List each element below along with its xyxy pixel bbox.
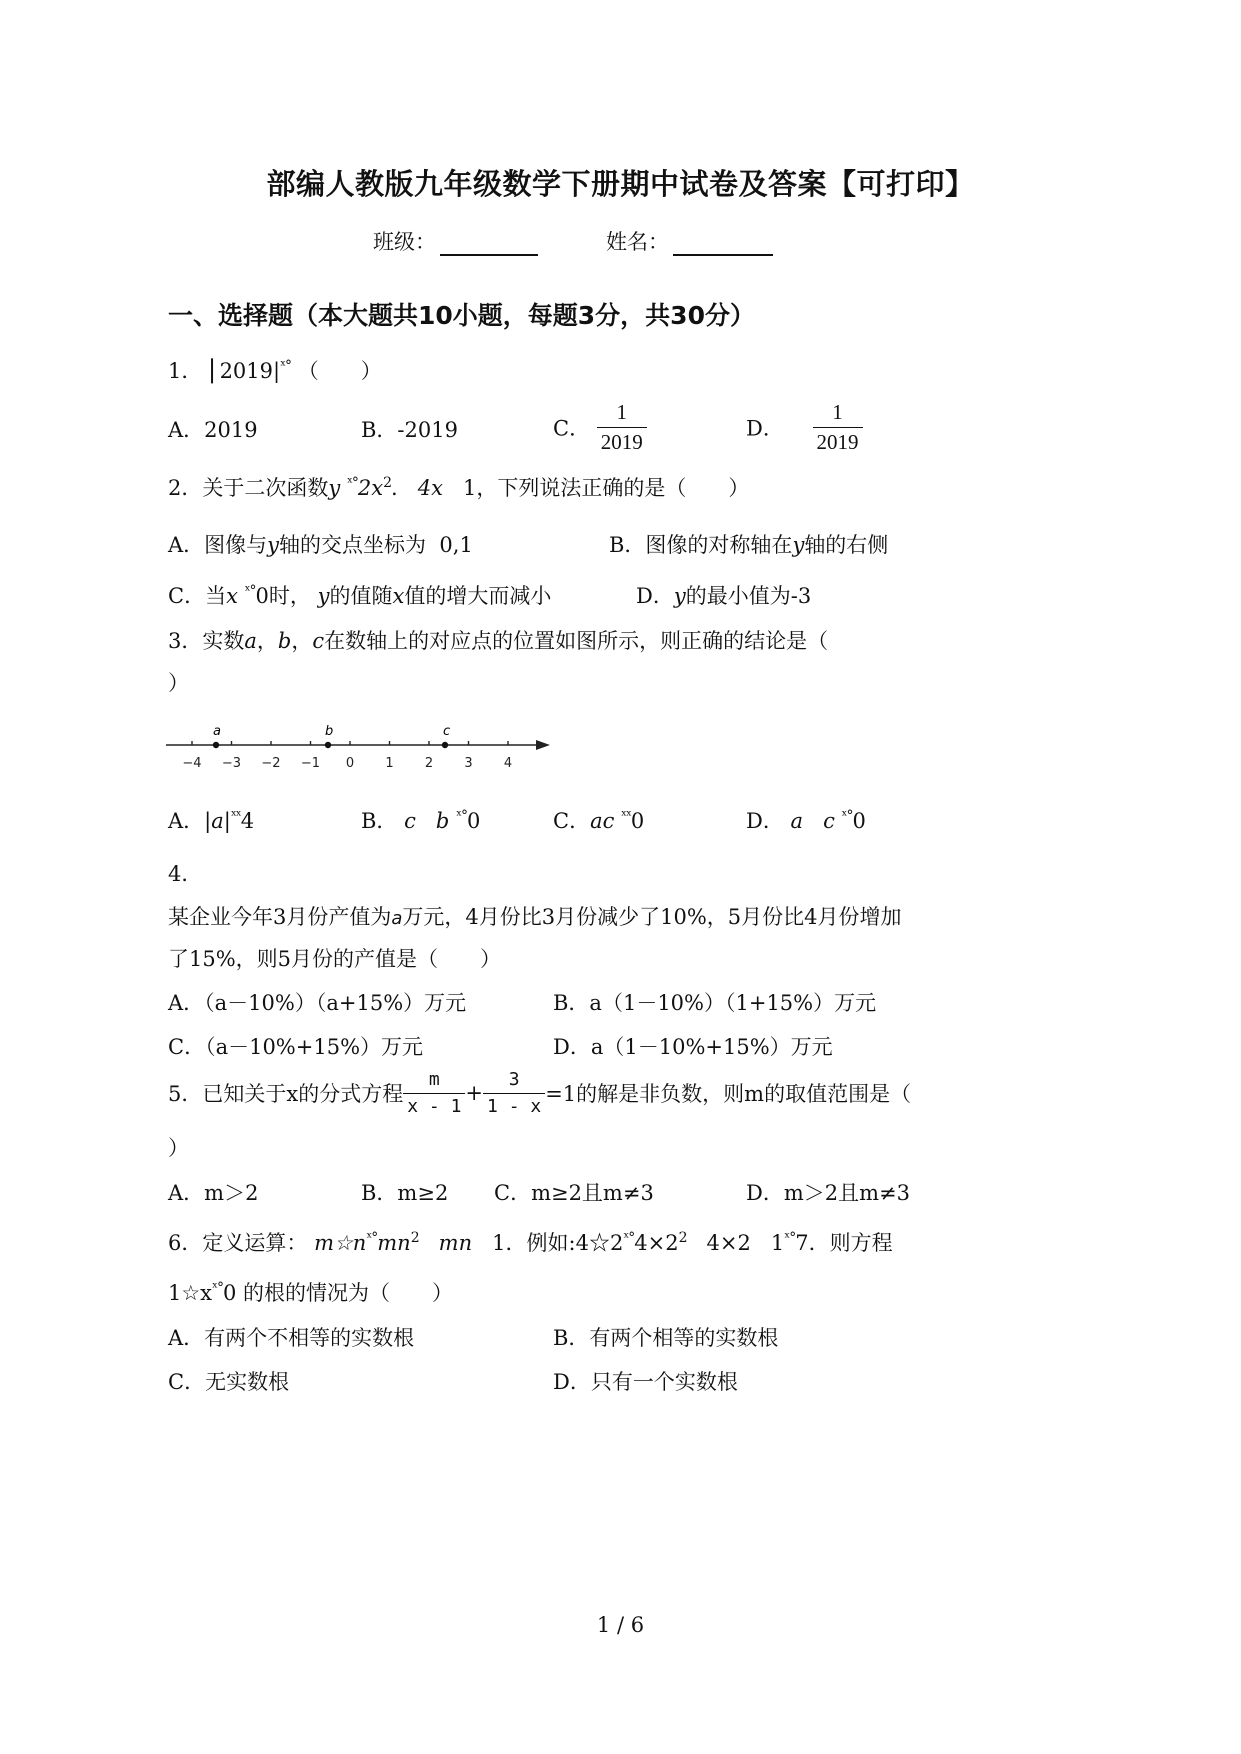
q3-d-expr2: c	[823, 809, 835, 833]
q1-paren: （ ）	[297, 359, 382, 383]
q5-f1-den: x - 1	[403, 1093, 465, 1118]
q5-option-b: B．m≥2	[361, 1181, 449, 1205]
question-6	[168, 1227, 893, 1257]
q6-option-d: D．只有一个实数根	[553, 1370, 738, 1394]
axis-tick-label: −2	[261, 756, 281, 771]
q6-option-c: C．无实数根	[168, 1370, 290, 1394]
q3-c-sym: ˣˣ	[621, 808, 631, 824]
q2-d-text: D．	[636, 584, 674, 608]
name-blank	[673, 236, 773, 256]
q2-option-c	[168, 580, 551, 610]
q2-a-text: A．图像与	[168, 533, 268, 557]
q2-c-mid2: 的值随	[329, 584, 393, 608]
q6-line2-rest: 0 的根的情况为（ ）	[222, 1281, 454, 1305]
axis-tick-label: −3	[221, 756, 242, 771]
q2-expr3: 1，下列说法正确的是（ ）	[462, 476, 750, 500]
axis-tick-label: 4	[503, 756, 513, 771]
point-a-dot	[213, 742, 219, 748]
q5-f2-den: 1 - x	[483, 1093, 545, 1118]
point-c-label: c	[443, 724, 451, 739]
q3-line2: ）	[168, 671, 189, 695]
q2-option-d	[636, 580, 811, 610]
q6-option-b: B．有两个相等的实数根	[553, 1326, 779, 1350]
q1-d-label: D．	[746, 416, 784, 441]
q1-c-den: 2019	[597, 427, 647, 455]
question-3	[168, 625, 828, 655]
q4-option-b: B．a（1－10%）（1+15%）万元	[553, 991, 877, 1015]
q2-expr2: 4x	[417, 476, 443, 500]
name-field	[606, 226, 773, 256]
q1-c-num: 1	[616, 400, 628, 424]
q6-sym: ˣ°	[366, 1230, 378, 1246]
q2-y: y	[328, 476, 341, 500]
q4-number: 4．	[168, 862, 203, 886]
q2-sup: 2	[383, 475, 392, 491]
axis-tick-label: −1	[300, 756, 321, 771]
q5-rest: =1的解是非负数，则m的取值范围是（	[545, 1082, 912, 1107]
q1-abs-open: ⎢	[209, 359, 220, 383]
q2-d-rest: 的最小值为-3	[685, 584, 812, 608]
q6-option-a: A．有两个不相等的实数根	[168, 1326, 415, 1350]
q6-expr4: 1．例如:4☆2	[492, 1231, 624, 1255]
point-b-dot	[325, 742, 331, 748]
q2-c-rest: 值的增大而减小	[404, 584, 552, 608]
q1-d-num: 1	[832, 400, 843, 424]
q3-comma1: ，	[256, 629, 278, 653]
q2-expr1: 2x	[357, 476, 384, 500]
q4-line1	[168, 901, 902, 931]
q5-f2-num: 3	[508, 1069, 520, 1090]
q3-b-expr: c	[404, 809, 416, 833]
q1-option-d	[746, 400, 863, 455]
q3-d-expr: a	[790, 809, 804, 833]
q2-b-text: B．图像的对称轴在	[609, 533, 793, 557]
q6-line2	[168, 1277, 453, 1307]
q2-c-mid: 0时，	[255, 584, 311, 608]
q2-c-sym: ˣ°	[244, 583, 256, 599]
class-field	[373, 226, 538, 256]
question-1	[168, 355, 382, 385]
q3-b-pre: B．	[361, 809, 398, 833]
q6-expr2: mn	[377, 1231, 411, 1255]
q5-option-d: D．m＞2且m≠3	[746, 1181, 910, 1205]
question-5	[168, 1069, 911, 1117]
q3-c: c	[312, 629, 325, 653]
q1-number: 1．	[168, 359, 203, 383]
q3-a: a	[244, 629, 257, 653]
q4-a: a	[391, 908, 403, 929]
q6-line2-sym: ˣ°	[212, 1280, 223, 1296]
point-b-label: b	[325, 724, 334, 739]
q1-option-a: A．2019	[168, 418, 258, 442]
point-a-label: a	[213, 724, 221, 739]
q2-a-rest: 轴的交点坐标为	[279, 533, 427, 557]
q2-dot: .	[391, 476, 398, 500]
section-heading: 一、选择题（本大题共10小题，每题3分，共30分）	[168, 301, 755, 330]
q6-expr5: 4×2	[634, 1231, 679, 1255]
q3-comma2: ，	[291, 629, 313, 653]
axis-tick-label: 1	[385, 756, 394, 771]
q5-fraction-1	[403, 1069, 465, 1117]
q2-c-y: y	[317, 584, 330, 608]
q2-c-x: x	[226, 584, 238, 608]
q3-option-d	[746, 805, 866, 835]
q2-lead: 2．关于二次函数	[168, 476, 329, 500]
q3-option-a	[168, 805, 254, 835]
q3-b: b	[277, 629, 292, 653]
q2-d-y: y	[673, 584, 686, 608]
q3-rest: 在数轴上的对应点的位置如图所示，则正确的结论是（	[324, 629, 829, 653]
q2-b-rest: 轴的右侧	[804, 533, 889, 557]
axis-tick-label: −4	[182, 756, 202, 771]
q4-option-a: A．（a－10%）（a+15%）万元	[168, 991, 467, 1015]
q1-symbol: ˣ°	[280, 358, 292, 374]
q1-option-c	[553, 400, 647, 455]
question-2	[168, 472, 749, 502]
q6-expr8: 7．则方程	[795, 1231, 893, 1255]
q5-fraction-2	[483, 1069, 545, 1117]
q2-c-text: C．当	[168, 584, 227, 608]
axis-arrow	[536, 740, 550, 750]
q5-option-a: A．m＞2	[168, 1181, 259, 1205]
page-title: 部编人教版九年级数学下册期中试卷及答案【可打印】	[266, 167, 975, 201]
q3-a-val: 4	[240, 809, 255, 833]
q3-option-c	[553, 805, 644, 835]
q1-abs-close: |	[273, 359, 281, 383]
q2-a-coord: 0,1	[439, 533, 473, 557]
class-label: 班级：	[373, 230, 436, 254]
page-number: 1 / 6	[596, 1613, 645, 1637]
q1-option-b: B．-2019	[361, 418, 458, 442]
axis-tick-label: 3	[464, 756, 473, 771]
q3-b-sym: ˣ°	[456, 808, 467, 824]
q6-line2-pre: 1☆x	[168, 1281, 213, 1305]
q6-expr: m☆n	[314, 1231, 367, 1255]
q3-pre: 3．实数	[168, 629, 245, 653]
q4-option-d: D．a（1－10%+15%）万元	[553, 1035, 833, 1059]
q3-a-expr: |a|	[204, 809, 231, 833]
q6-expr6: 4×2	[706, 1231, 751, 1255]
q3-a-pre: A．	[168, 809, 205, 833]
q6-lead: 6．定义运算：	[168, 1231, 308, 1255]
q1-value: 2019	[219, 359, 274, 383]
q6-sup: 2	[410, 1230, 419, 1246]
q4-pre: 某企业今年3月份产值为	[168, 905, 392, 929]
q5-option-c: C．m≥2且m≠3	[494, 1181, 654, 1205]
q2-b-y: y	[792, 533, 805, 557]
q5-lead: 5．已知关于x的分式方程	[168, 1082, 404, 1107]
q4-rest: 万元，4月份比3月份减少了10%，5月份比4月份增加	[402, 905, 902, 929]
q3-d-val: 0	[852, 809, 866, 833]
q2-c-x2: x	[392, 584, 405, 608]
number-line	[164, 718, 564, 774]
q6-expr7: 1	[770, 1231, 785, 1255]
point-c-dot	[442, 742, 448, 748]
q2-option-a	[168, 529, 473, 559]
q3-a-sym: ˣˣ	[230, 808, 241, 824]
q6-sym3: ˣ°	[784, 1230, 796, 1246]
q4-option-c: C．（a－10%+15%）万元	[168, 1035, 424, 1059]
q1-c-fraction	[597, 400, 647, 455]
q3-d-pre: D．	[746, 809, 784, 833]
q2-option-b	[609, 529, 888, 559]
q3-b-val: 0	[467, 809, 481, 833]
q3-c-expr: ac	[590, 809, 615, 833]
name-label: 姓名：	[606, 230, 669, 254]
axis-tick-label: 2	[424, 756, 434, 771]
q3-b-expr2: b	[435, 809, 450, 833]
q1-d-den: 2019	[813, 427, 863, 455]
q5-plus: +	[465, 1081, 484, 1106]
axis-tick-label: 0	[345, 756, 355, 771]
q5-f1-num: m	[428, 1069, 440, 1090]
q1-d-fraction	[813, 400, 863, 455]
q3-c-val: 0	[630, 809, 645, 833]
q2-a-y: y	[267, 533, 280, 557]
q1-c-label: C．	[553, 416, 591, 441]
q3-d-sym: ˣ°	[841, 808, 853, 824]
q3-option-b	[361, 805, 480, 835]
q2-symbol: ˣ°	[346, 475, 358, 491]
q6-expr3: mn	[438, 1231, 473, 1255]
q4-line2: 了15%，则5月份的产值是（ ）	[168, 947, 502, 971]
q5-line2: ）	[168, 1136, 189, 1160]
class-blank	[440, 236, 538, 256]
q3-c-pre: C．	[553, 809, 591, 833]
q6-sup2: 2	[678, 1230, 687, 1246]
q6-sym2: ˣ°	[623, 1230, 635, 1246]
